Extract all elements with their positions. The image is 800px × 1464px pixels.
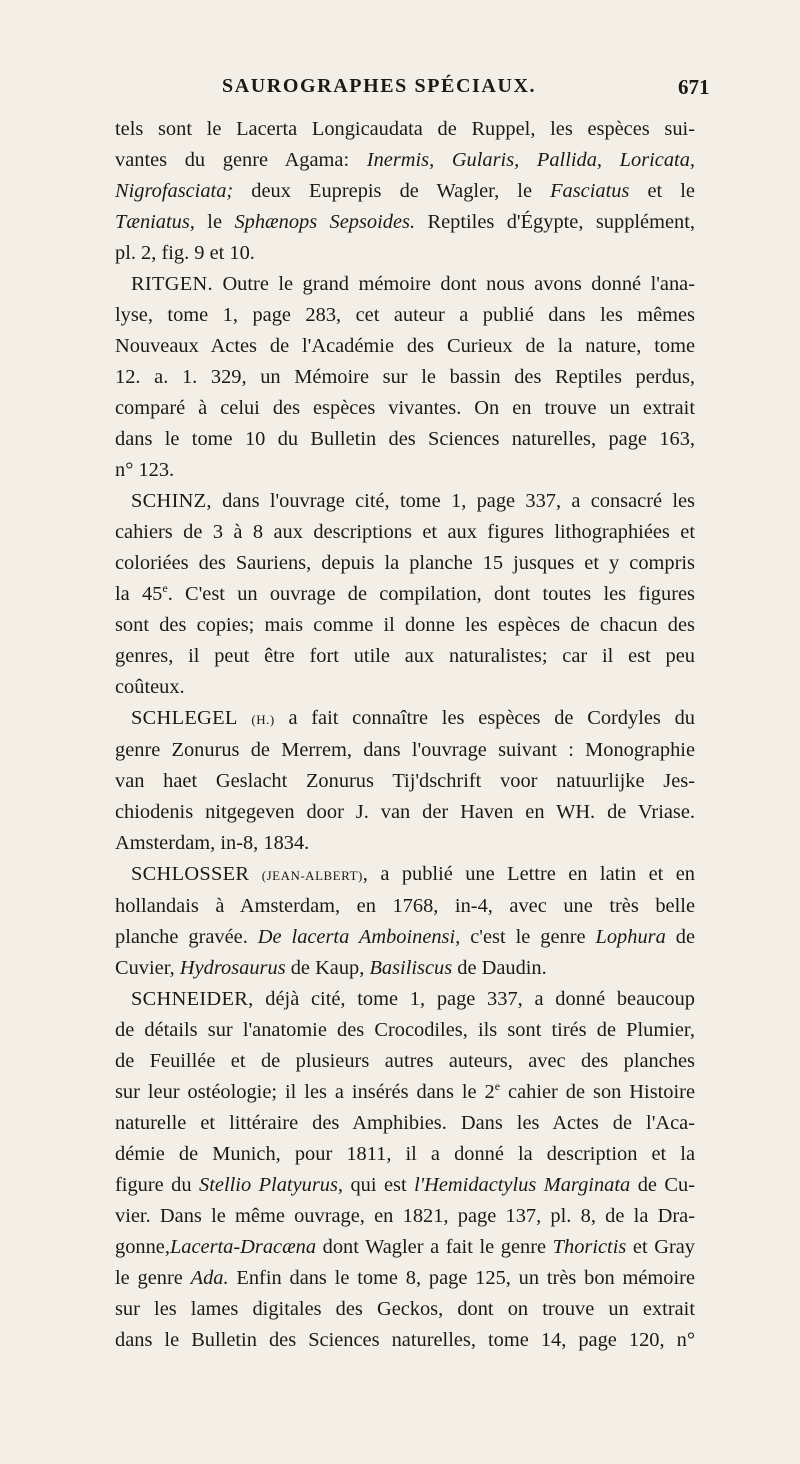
text-span: déjà cité, tome 1, page 337, a donné beaucoup (253, 988, 695, 1010)
text-span: . C'est un ouvrage de compilation, dont toutes les figures (167, 583, 695, 605)
text-line (115, 922, 695, 953)
author-name: RITGEN. (131, 273, 213, 295)
text-line (115, 1170, 695, 1201)
text-line: van haet Geslacht Zonurus Tij'dschrift voor natuurlijke Jes- (115, 770, 695, 792)
text-line (115, 579, 695, 610)
text-span: a fait connaître les espèces de Cordyles du (274, 707, 695, 729)
italic-species-name: Sphænops Sepsoides. (234, 211, 416, 233)
italic-species-name: Fasciatus (550, 180, 630, 202)
text-span: figure du (115, 1174, 200, 1196)
text-line (115, 1263, 695, 1294)
italic-species-name: l'Hemidactylus Marginata (414, 1174, 631, 1196)
text-span: et le (629, 180, 695, 202)
text-line: genres, il peut être fort utile aux naturalistes; car il est peu (115, 645, 695, 667)
text-line (115, 1077, 695, 1108)
paragraph-ritgen (115, 269, 695, 486)
text-span: Cuvier, (115, 957, 180, 979)
text-line: Amsterdam, in-8, 1834. (115, 832, 310, 854)
paragraph-schlosser (115, 859, 695, 984)
text-span: de Daudin. (452, 957, 547, 979)
author-name: SCHINZ, (131, 490, 212, 512)
text-line (115, 953, 695, 984)
text-line: chiodenis nitgegeven door J. van der Haven en WH. de Vriase. (115, 801, 695, 823)
text-span: de (665, 926, 695, 948)
italic-species-names: Inermis, Gularis, Pallida, Loricata, (366, 149, 696, 171)
text-span: sur leur ostéologie; il les a insérés dans le 2 (115, 1081, 495, 1103)
text-span: dans l'ouvrage cité, tome 1, page 337, a consacré les (211, 490, 695, 512)
paragraph-schneider (115, 984, 695, 1356)
author-initial: (JEAN-ALBERT) (261, 868, 363, 883)
text-line: de détails sur l'anatomie des Crocodiles, ils sont tirés de Plumier, (115, 1019, 695, 1041)
text-span: Outre le grand mémoire dont nous avons donné l'ana- (212, 273, 695, 295)
text-line: démie de Munich, pour 1811, il a donné la description et la (115, 1143, 695, 1165)
page-number: 671 (678, 75, 710, 99)
text-line: naturelle et littéraire des Amphibies. Dans les Actes de l'Aca- (115, 1112, 695, 1134)
body-text (115, 114, 695, 1356)
text-span: dont Wagler a fait le genre (316, 1236, 553, 1258)
text-span: pl. 2, fig. 9 et 10. (115, 242, 255, 264)
text-line: lyse, tome 1, page 283, cet auteur a publié dans les mêmes (115, 304, 695, 326)
italic-species-name: Nigrofasciata; (115, 180, 234, 202)
paragraph-schlegel (115, 703, 695, 859)
italic-genus-name: Lophura (595, 926, 666, 948)
text-line: comparé à celui des espèces vivantes. On en trouve un extrait (115, 397, 695, 419)
superscript: e (494, 1079, 501, 1094)
italic-species-name: Lacerta-Dracæna (169, 1236, 317, 1258)
text-span: le genre (115, 1267, 191, 1289)
italic-title: De lacerta Amboinensi, (257, 926, 461, 948)
running-title: SAUROGRAPHES SPÉCIAUX. (222, 75, 537, 97)
text-line (115, 984, 695, 1015)
text-line (115, 238, 695, 269)
text-line: vier. Dans le même ouvrage, en 1821, page 137, pl. 8, de la Dra- (115, 1205, 695, 1227)
text-span: la 45 (115, 583, 163, 605)
text-line: sont des copies; mais comme il donne les espèces de chacun des (115, 614, 695, 636)
text-span: gonne, (115, 1236, 170, 1258)
text-line: 12. a. 1. 329, un Mémoire sur le bassin des Reptiles perdus, (115, 366, 695, 388)
text-line: coûteux. (115, 676, 185, 698)
text-span: Enfin dans le tome 8, page 125, un très bon mémoire (228, 1267, 695, 1289)
text-line: sur les lames digitales des Geckos, dont on trouve un extrait (115, 1298, 695, 1320)
italic-genus-name: Basiliscus (369, 957, 453, 979)
page-header (0, 75, 800, 105)
text-span: de Cu- (630, 1174, 695, 1196)
text-line (115, 207, 695, 238)
text-span: tels sont le Lacerta Longicaudata de Ruppel, les espèces sui- (115, 118, 695, 140)
text-line: Nouveaux Actes de l'Académie des Curieux de la nature, tome (115, 335, 695, 357)
text-line: dans le Bulletin des Sciences naturelles, tome 14, page 120, n° (115, 1329, 695, 1351)
text-line (115, 859, 695, 891)
author-name: SCHNEIDER, (131, 988, 254, 1010)
text-span: cahier de son Histoire (500, 1081, 695, 1103)
text-span: vantes du genre Agama: (115, 149, 367, 171)
text-span: qui est (343, 1174, 415, 1196)
text-line (115, 145, 695, 176)
text-span: de Kaup, (285, 957, 370, 979)
text-line (115, 269, 695, 300)
superscript: e (162, 581, 168, 596)
text-span: deux Euprepis de Wagler, le (233, 180, 551, 202)
text-line (115, 1232, 695, 1263)
text-line: hollandais à Amsterdam, en 1768, in-4, avec une très belle (115, 895, 695, 917)
italic-species-name: Stellio Platyurus, (199, 1174, 343, 1196)
text-line: n° 123. (115, 459, 175, 481)
paragraph-continuation (115, 114, 695, 269)
text-line: cahiers de 3 à 8 aux descriptions et aux figures lithographiées et (115, 521, 695, 543)
text-line: coloriées des Sauriens, depuis la planche 15 jusques et y compris (115, 552, 695, 574)
author-name: SCHLEGEL (131, 707, 238, 729)
text-span: et Gray (626, 1236, 695, 1258)
paragraph-schinz (115, 486, 695, 703)
text-span: planche gravée. (115, 926, 258, 948)
text-span: le (194, 211, 235, 233)
text-line: dans le tome 10 du Bulletin des Sciences naturelles, page 163, (115, 428, 695, 450)
text-line (115, 176, 695, 207)
italic-genus-name: Ada. (190, 1267, 229, 1289)
text-span: c'est le genre (460, 926, 596, 948)
text-line: de Feuillée et de plusieurs autres auteurs, avec des planches (115, 1050, 695, 1072)
italic-genus-name: Thorictis (552, 1236, 627, 1258)
text-span: Reptiles d'Égypte, supplément, (415, 211, 695, 233)
text-line (115, 486, 695, 517)
text-line (115, 703, 695, 735)
text-span: , a publié une Lettre en latin et en (362, 863, 695, 885)
text-line (115, 114, 695, 145)
author-initial: (H.) (251, 712, 275, 727)
italic-species-name: Tæniatus, (115, 211, 195, 233)
text-line: genre Zonurus de Merrem, dans l'ouvrage suivant : Monographie (115, 739, 695, 761)
italic-genus-name: Hydrosaurus (179, 957, 286, 979)
author-name: SCHLOSSER (131, 863, 250, 885)
